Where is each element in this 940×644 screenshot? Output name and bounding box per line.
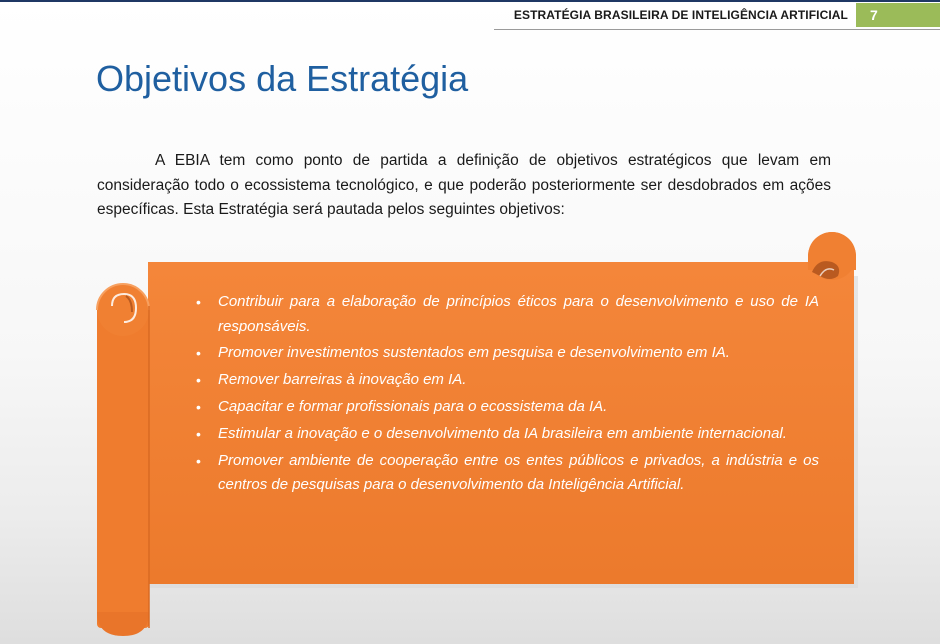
bullet-icon: • — [196, 372, 201, 389]
objectives-list — [196, 290, 819, 498]
objective-item — [196, 341, 819, 366]
bullet-icon: • — [196, 426, 201, 443]
objective-text: Promover ambiente de cooperação entre os entes públicos e privados, a indústria e os centros de pesquisas para o desenvolvimento da Inteligência Artificial. — [218, 451, 819, 494]
intro-paragraph: A EBIA tem como ponto de partida a definição de objetivos estratégicos que levam em consideração todo o ecossistema tecnológico, e que poderão posteriormente ser desdobrados em ações específicas. Esta Estratégia será pautada pelos seguintes objetivos: — [97, 152, 831, 218]
scroll-left-roll — [97, 306, 149, 628]
objective-item — [196, 368, 819, 393]
objective-item — [196, 449, 819, 498]
scroll-top-edge — [148, 236, 844, 262]
bullet-icon: • — [196, 399, 201, 416]
page-number-badge: 7 — [856, 3, 940, 27]
scroll-bottom-left — [97, 612, 149, 636]
objective-text: Capacitar e formar profissionais para o ecossistema da IA. — [218, 398, 608, 416]
objective-text: Promover investimentos sustentados em pesquisa e desenvolvimento em IA. — [218, 344, 730, 362]
objective-text: Remover barreiras à inovação em IA. — [218, 371, 467, 389]
objective-text: Contribuir para a elaboração de princípios éticos para o desenvolvimento e uso de IA responsáveis. — [218, 293, 819, 335]
objective-item — [196, 395, 819, 420]
objective-item — [196, 290, 819, 339]
bullet-icon: • — [196, 345, 201, 362]
header-title: ESTRATÉGIA BRASILEIRA DE INTELIGÊNCIA ARTIFICIAL — [513, 8, 848, 22]
objective-text: Estimular a inovação e o desenvolvimento da IA brasileira em ambiente internacional. — [218, 425, 787, 443]
bullet-icon: • — [196, 294, 201, 310]
objective-item — [196, 422, 819, 447]
slide-title: Objetivos da Estratégia — [96, 58, 469, 99]
bullet-icon: • — [196, 452, 201, 469]
